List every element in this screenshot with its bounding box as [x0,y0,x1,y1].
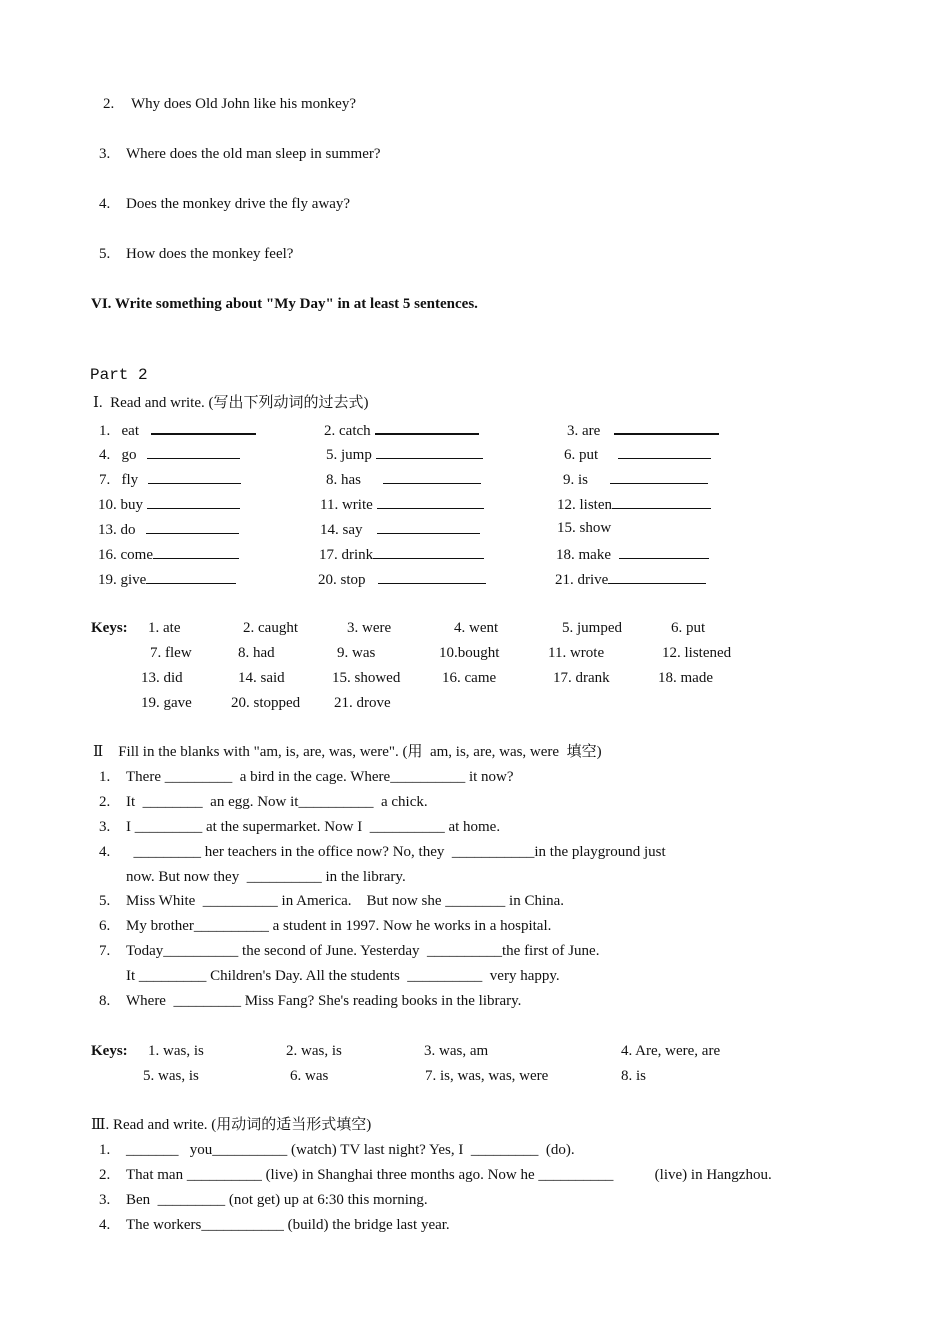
item-number: 7. [99,943,111,959]
key-item: 19. gave [141,695,192,711]
verb-item: 17. drink [319,544,484,564]
question-text: Why does Old John like his monkey? [131,96,356,112]
key-item: 5. jumped [562,620,622,636]
verb-item: 18. make [556,544,709,564]
verb-item: 20. stop [318,569,486,589]
item-number: 2. [99,794,111,810]
verb-item: 4. go [99,444,240,464]
key-item: 3. was, am [424,1043,489,1059]
key-item: 13. did [141,670,183,686]
verb-item: 15. show [557,520,612,536]
item-text: Miss White __________ in America. But now she ________ in China. [126,893,565,909]
item-number: 5. [99,893,111,909]
key-item: 3. were [347,620,392,636]
section-3-heading: Ⅲ. Read and write. (用动词的适当形式填空) [91,1117,372,1133]
key-item: 8. is [621,1068,647,1084]
key-item: 9. was [337,645,376,661]
key-item: 14. said [238,670,285,686]
verb-item: 6. put [564,444,711,464]
item-text: I _________ at the supermarket. Now I __________ at home. [126,819,501,835]
item-text: It _________ Children's Day. All the students __________ very happy. [126,968,560,984]
verb-item: 21. drive [555,569,706,589]
key-item: 10.bought [439,645,500,661]
key-item: 2. caught [243,620,298,636]
key-item: 21. drove [334,695,391,711]
question-text: Where does the old man sleep in summer? [126,146,381,162]
key-item: 1. was, is [148,1043,204,1059]
key-item: 2. was, is [286,1043,342,1059]
question-number: 3. [99,146,111,162]
key-item: 5. was, is [143,1068,199,1084]
item-number: 1. [99,1142,111,1158]
item-number: 2. [99,1167,111,1183]
key-item: 11. wrote [548,645,605,661]
item-text: It ________ an egg. Now it__________ a chick. [126,794,428,810]
item-text: _________ her teachers in the office now? No, they ___________in the playground just [126,844,666,860]
item-text: Today__________ the second of June. Yesterday __________the first of June. [126,943,600,959]
item-text: now. But now they __________ in the library. [126,869,406,885]
key-item: 7. is, was, was, were [425,1068,549,1084]
verb-item: 10. buy [98,494,240,514]
key-item: 6. put [671,620,706,636]
item-text: The workers___________ (build) the bridge last year. [126,1217,450,1233]
question-number: 2. [103,96,115,112]
item-number: 1. [99,769,111,785]
key-item: 8. had [238,645,275,661]
item-text: _______ you__________ (watch) TV last night? Yes, I _________ (do). [126,1142,575,1158]
key-item: 16. came [442,670,497,686]
item-text: That man __________ (live) in Shanghai three months ago. Now he __________ (live) in Hangzhou. [126,1167,772,1183]
key-item: 4. Are, were, are [621,1043,721,1059]
part-2-title: Part 2 [90,366,148,384]
question-text: Does the monkey drive the fly away? [126,196,351,212]
key-item: 7. flew [150,645,192,661]
verb-item: 3. are [567,419,719,440]
item-number: 8. [99,993,111,1009]
verb-item: 8. has [326,469,481,489]
keys-label: Keys: [91,620,128,636]
key-item: 1. ate [148,620,181,636]
verb-item: 11. write [320,494,484,514]
key-item: 4. went [454,620,499,636]
item-number: 6. [99,918,111,934]
question-text: How does the monkey feel? [126,246,294,262]
verb-item: 9. is [563,469,708,489]
verb-item: 13. do [98,519,239,539]
section-6-heading: VI. Write something about "My Day" in at least 5 sentences. [91,296,478,312]
key-item: 18. made [658,670,713,686]
key-item: 15. showed [332,670,401,686]
verb-item: 2. catch [324,419,479,440]
question-number: 5. [99,246,111,262]
verb-item: 14. say [320,519,480,539]
key-item: 20. stopped [231,695,301,711]
verb-item: 12. listen [557,494,711,514]
item-text: Where _________ Miss Fang? She's reading books in the library. [126,993,522,1009]
key-item: 17. drank [553,670,610,686]
section-1-heading: Ⅰ. Read and write. (写出下列动词的过去式) [93,395,369,411]
verb-item: 19. give [98,569,236,589]
section-2-heading: Ⅱ Fill in the blanks with "am, is, are, was, were". (用 am, is, are, was, were 填空) [93,744,602,760]
key-item: 12. listened [662,645,732,661]
verb-item: 16. come [98,544,239,564]
item-text: There _________ a bird in the cage. Where__________ it now? [126,769,514,785]
item-number: 4. [99,1217,111,1233]
item-number: 3. [99,819,111,835]
key-item: 6. was [290,1068,329,1084]
item-text: My brother__________ a student in 1997. Now he works in a hospital. [126,918,552,934]
keys-label: Keys: [91,1043,128,1059]
verb-item: 7. fly [99,469,241,489]
item-text: Ben _________ (not get) up at 6:30 this morning. [126,1192,428,1208]
verb-item: 1. eat [99,419,256,440]
item-number: 3. [99,1192,111,1208]
question-number: 4. [99,196,111,212]
verb-item: 5. jump [326,444,483,464]
item-number: 4. [99,844,111,860]
